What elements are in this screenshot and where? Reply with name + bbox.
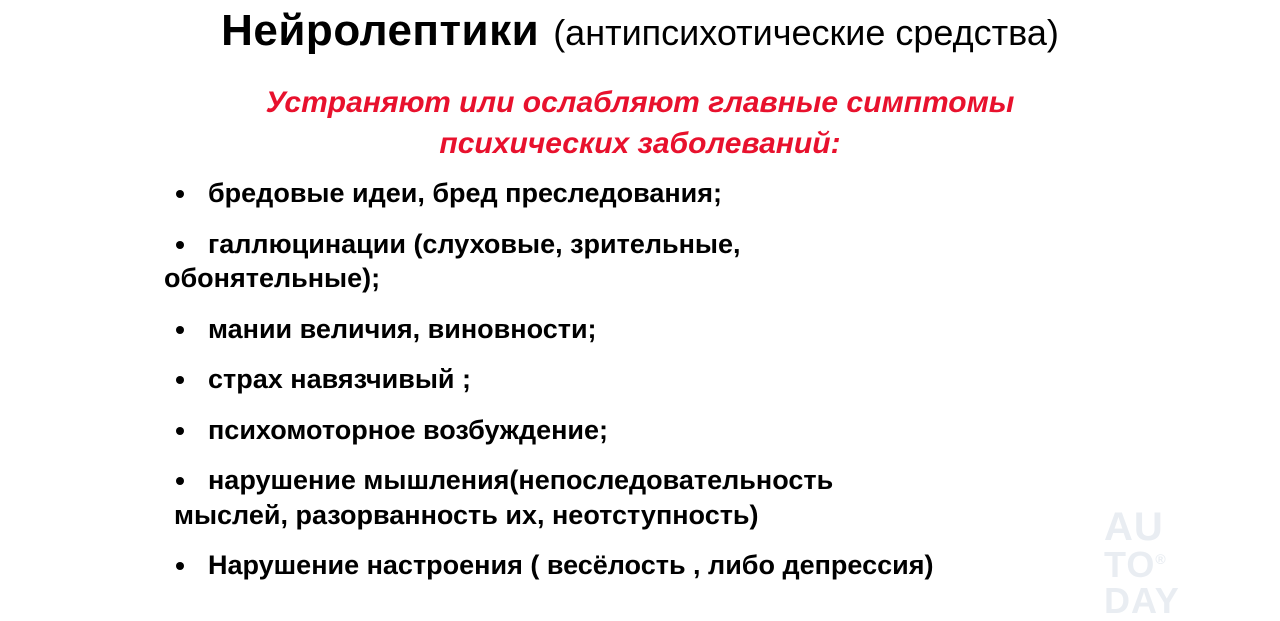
watermark-line-1: AU [1104,505,1164,549]
list-item [150,176,1150,211]
registered-mark-icon: ® [1155,551,1167,567]
list-item-text: страх навязчивый ; [208,364,471,395]
list-item [150,413,1150,448]
list-item [150,548,1150,583]
list-item [150,227,1150,296]
list-item [150,312,1150,347]
watermark-line-2-text: TO [1104,544,1156,585]
list-item-text: психомоторное возбуждение; [208,414,609,445]
bullet-dot-icon [176,326,184,334]
watermark-line-2 [1104,544,1264,585]
bullet-dot-icon [176,562,184,570]
list-item-text: Нарушение настроения ( весёлость , либо депрессия) [208,550,934,581]
bullet-dot-icon [176,190,184,198]
list-item [150,362,1150,397]
title-main-text: Нейролептики [221,6,540,55]
red-heading-line-1: Устраняют или ослабляют главные симптомы [265,86,1015,119]
red-heading [180,82,1100,165]
list-item-text-cont: обонятельные); [164,263,381,294]
bullet-dot-icon [176,241,184,249]
list-item-text: нарушение мышления(непоследовательность [208,465,834,496]
watermark-logo [1104,505,1264,621]
bullet-dot-icon [176,427,184,435]
bullet-dot-icon [176,376,184,384]
list-item-text: мании величия, виновности; [208,313,597,344]
list-item-text-cont: мыслей, разорванность их, неотступность) [174,499,759,530]
list-item [150,463,1150,532]
slide-title [0,6,1280,56]
bullet-list [150,176,1150,599]
list-item-text: бредовые идеи, бред преследования; [208,178,723,208]
watermark-line-3: DAY [1104,580,1180,621]
bullet-dot-icon [176,477,184,485]
list-item-text: галлюцинации (слуховые, зрительные, [208,228,741,259]
title-subtitle-text: (антипсихотические средства) [553,12,1059,53]
red-heading-line-2: психических заболеваний: [439,127,841,161]
